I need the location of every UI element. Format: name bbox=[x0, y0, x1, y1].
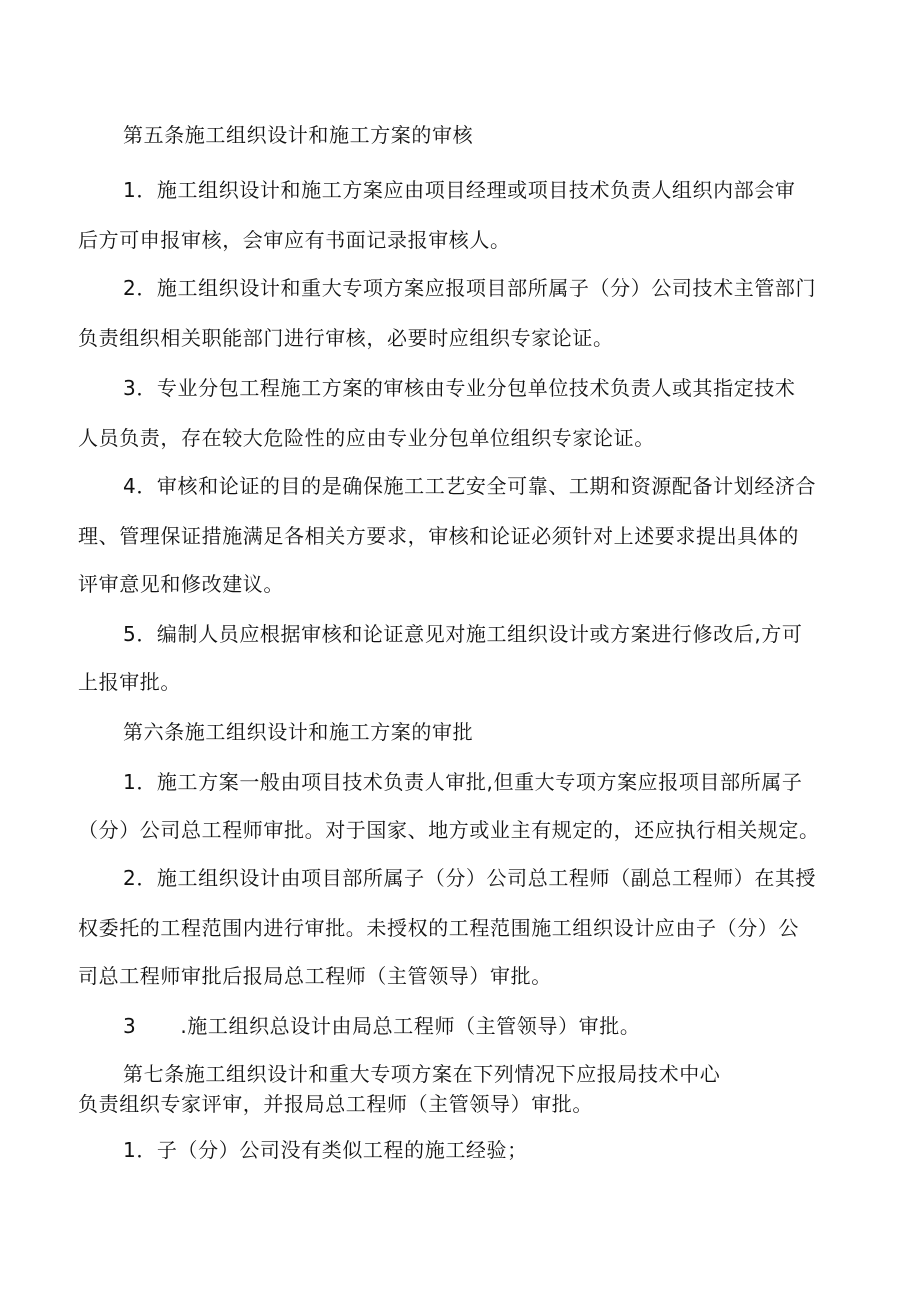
article-5-item-5-line-2: 上报审批。 bbox=[78, 670, 181, 694]
article-6-item-3 bbox=[123, 1012, 641, 1040]
article-6-item-1-line-1: 1．施工方案一般由项目技术负责人审批,但重大专项方案应报项目部所属子 bbox=[123, 770, 803, 794]
article-5-item-3-line-1: 3．专业分包工程施工方案的审核由专业分包单位技术负责人或其指定技术 bbox=[123, 376, 796, 400]
article-5-item-3-line-2: 人员负责，存在较大危险性的应由专业分包单位组织专家论证。 bbox=[78, 426, 655, 450]
article-5-item-1-line-2: 后方可申报审核，会审应有书面记录报审核人。 bbox=[78, 228, 511, 252]
article-5-item-4-line-1: 4．审核和论证的目的是确保施工工艺安全可靠、工期和资源配备计划经济合 bbox=[123, 474, 817, 498]
article-5-item-4-line-3: 评审意见和修改建议。 bbox=[78, 572, 284, 596]
article-6-item-2-line-1: 2．施工组织设计由项目部所属子（分）公司总工程师（副总工程师）在其授 bbox=[123, 866, 817, 890]
article-5-item-4-line-2: 理、管理保证措施满足各相关方要求，审核和论证必须针对上述要求提出具体的 bbox=[78, 524, 799, 548]
article-6-item-3-number: 3 bbox=[123, 1014, 137, 1038]
article-7-item-1: 1．子（分）公司没有类似工程的施工经验； bbox=[123, 1138, 528, 1162]
article-6-item-2-line-2: 权委托的工程范围内进行审批。未授权的工程范围施工组织设计应由子（分）公 bbox=[78, 916, 799, 940]
article-5-heading: 第五条施工组织设计和施工方案的审核 bbox=[123, 123, 474, 147]
article-7-heading-line-2: 负责组织专家评审，并报局总工程师（主管领导）审批。 bbox=[78, 1092, 593, 1116]
article-6-item-1-line-2: （分）公司总工程师审批。对于国家、地方或业主有规定的，还应执行相关规定。 bbox=[78, 818, 820, 842]
article-5-item-1-line-1: 1．施工组织设计和施工方案应由项目经理或项目技术负责人组织内部会审 bbox=[123, 178, 796, 202]
article-5-item-2-line-2: 负责组织相关职能部门进行审核，必要时应组织专家论证。 bbox=[78, 326, 614, 350]
article-5-item-5-line-1: 5．编制人员应根据审核和论证意见对施工组织设计或方案进行修改后,方可 bbox=[123, 622, 803, 646]
article-6-item-2-line-3: 司总工程师审批后报局总工程师（主管领导）审批。 bbox=[78, 964, 552, 988]
article-6-heading: 第六条施工组织设计和施工方案的审批 bbox=[123, 720, 474, 744]
article-7-heading-line-1: 第七条施工组织设计和重大专项方案在下列情况下应报局技术中心 bbox=[123, 1062, 721, 1086]
article-5-item-2-line-1: 2．施工组织设计和重大专项方案应报项目部所属子（分）公司技术主管部门 bbox=[123, 276, 817, 300]
article-6-item-3-text: .施工组织总设计由局总工程师（主管领导）审批。 bbox=[180, 1014, 641, 1038]
